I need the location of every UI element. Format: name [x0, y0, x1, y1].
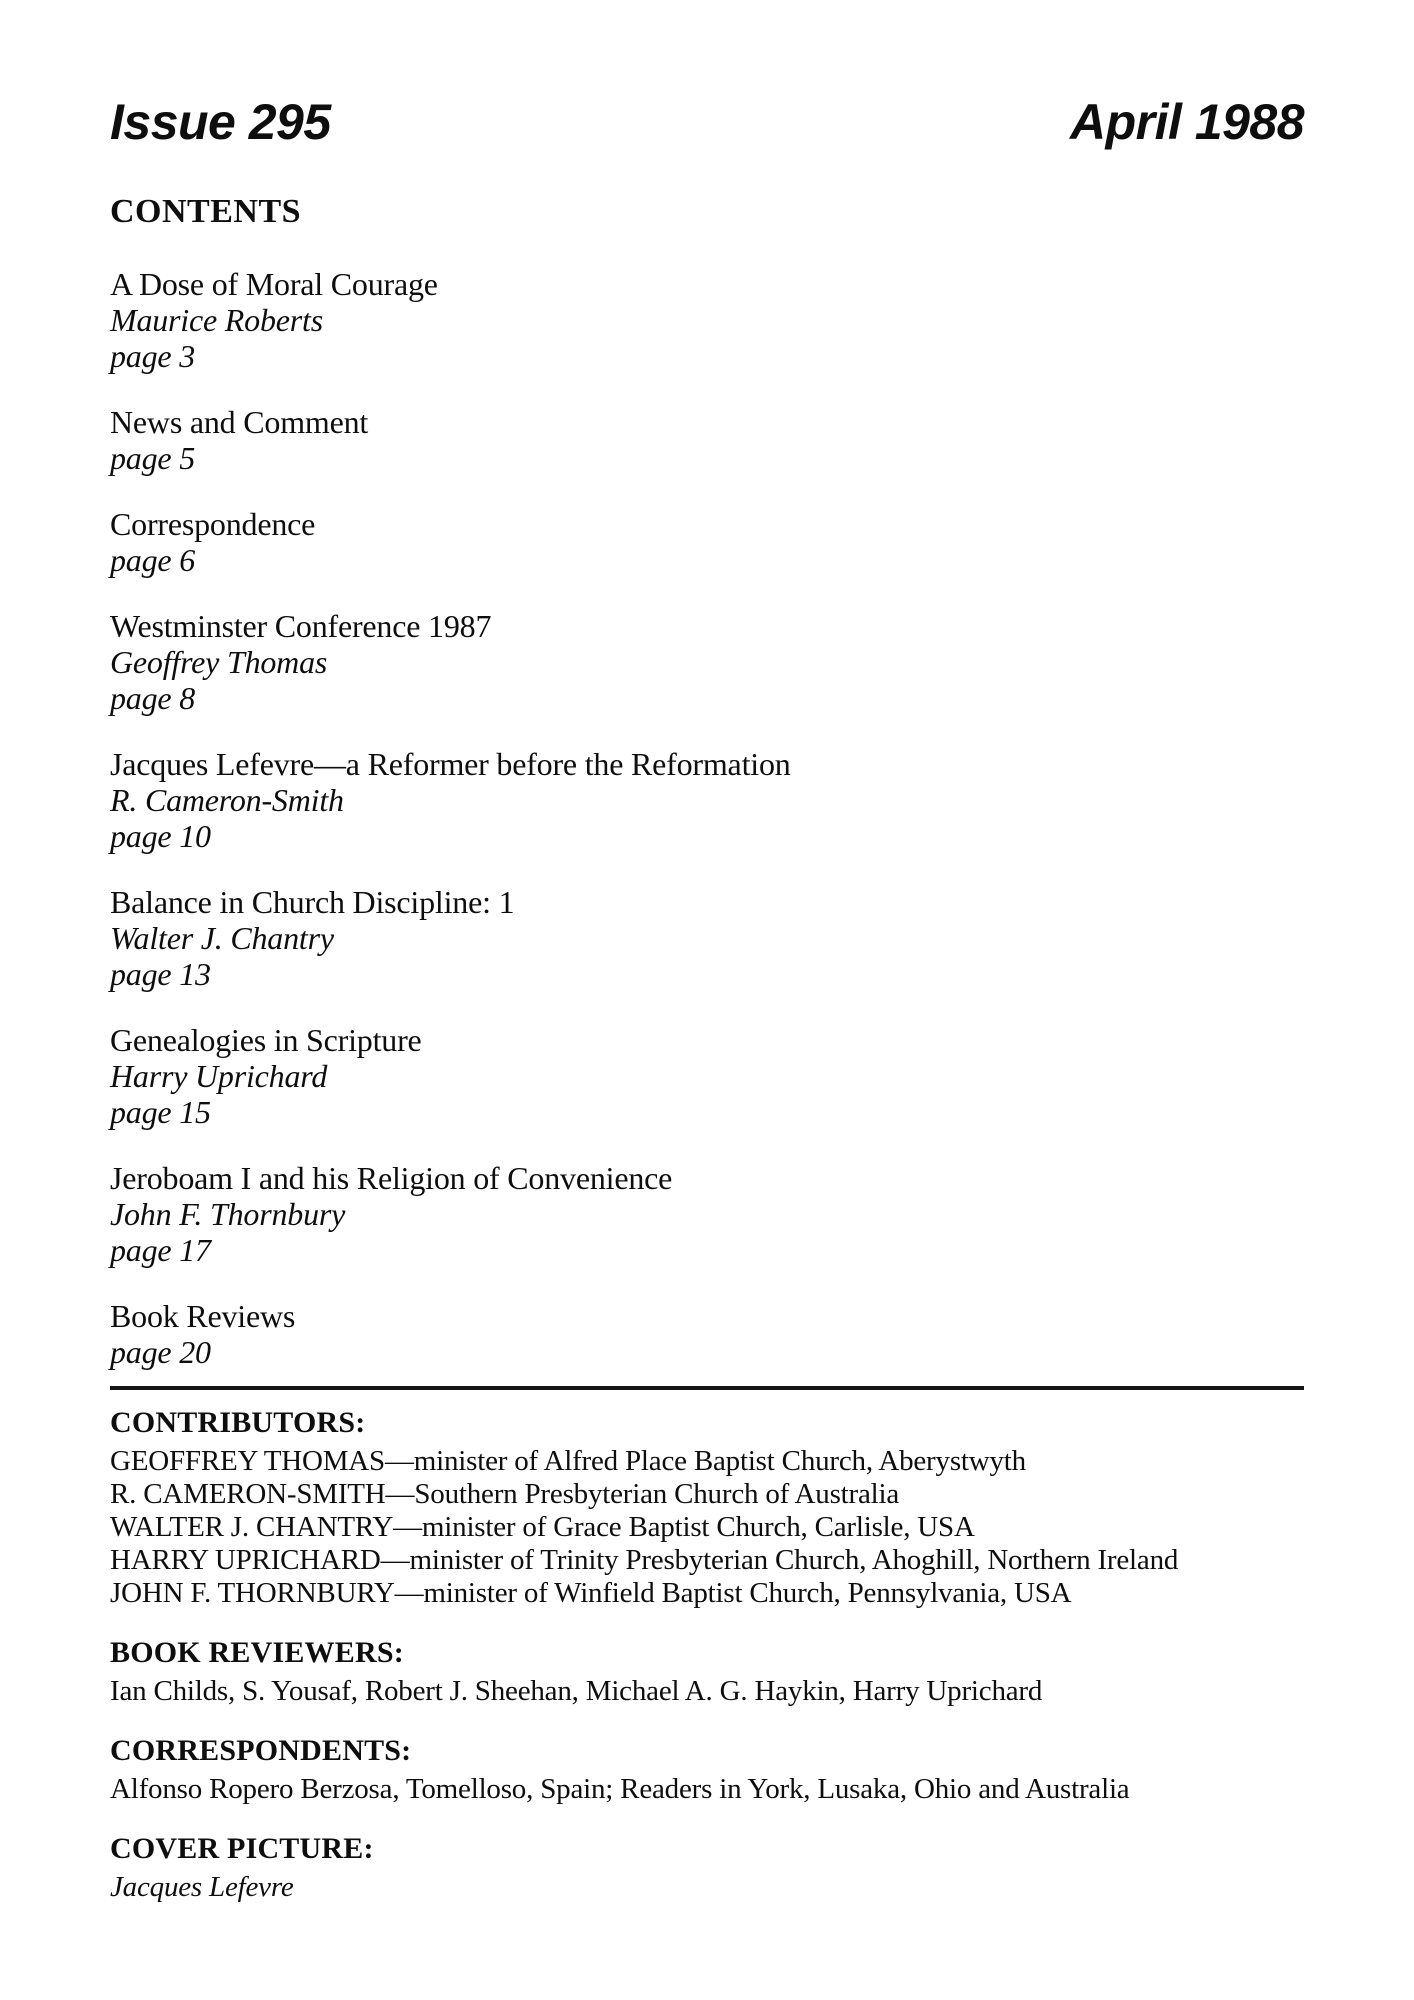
- masthead: [110, 96, 1304, 148]
- book-reviewers-heading: BOOK REVIEWERS:: [110, 1636, 404, 1669]
- contributor-line: GEOFFREY THOMAS—minister of Alfred Place Baptist Church, Aberystwyth: [110, 1445, 1026, 1477]
- cover-picture-heading: COVER PICTURE:: [110, 1832, 374, 1865]
- toc-item-page: page 13: [110, 956, 211, 992]
- contributors-section: [110, 1406, 1304, 1610]
- toc-item-page: page 3: [110, 338, 196, 374]
- toc-item-title: Book Reviews: [110, 1298, 296, 1334]
- contributors-lines: [110, 1445, 1304, 1610]
- toc-item-page: page 10: [110, 818, 211, 854]
- toc-item-title: Jacques Lefevre—a Reformer before the Reformation: [110, 746, 791, 782]
- toc-item: [110, 404, 1304, 476]
- cover-picture-lines: [110, 1871, 1304, 1904]
- correspondents-section: [110, 1734, 1304, 1806]
- book-reviewers-section: [110, 1636, 1304, 1708]
- contributor-line: WALTER J. CHANTRY—minister of Grace Baptist Church, Carlisle, USA: [110, 1511, 975, 1543]
- toc-item-title: Westminster Conference 1987: [110, 608, 492, 644]
- divider-rule: [110, 1386, 1304, 1390]
- toc-item-page: page 20: [110, 1334, 211, 1370]
- toc-item: [110, 746, 1304, 854]
- toc-item: [110, 1160, 1304, 1268]
- toc-item: [110, 1298, 1304, 1370]
- toc-item: [110, 608, 1304, 716]
- toc-item: [110, 884, 1304, 992]
- issue-number: Issue 295: [110, 94, 331, 150]
- toc-item-author: R. Cameron-Smith: [110, 782, 344, 818]
- toc-item: [110, 266, 1304, 374]
- contributor-line: HARRY UPRICHARD—minister of Trinity Presbyterian Church, Ahoghill, Northern Ireland: [110, 1544, 1179, 1576]
- toc-item-page: page 5: [110, 440, 196, 476]
- toc-item-page: page 15: [110, 1094, 211, 1130]
- correspondents-heading: CORRESPONDENTS:: [110, 1734, 412, 1767]
- contents-heading: CONTENTS: [110, 193, 302, 230]
- issue-date: April 1988: [1069, 94, 1304, 150]
- correspondents-lines: [110, 1773, 1304, 1806]
- toc-item-page: page 17: [110, 1232, 211, 1268]
- toc-item-title: News and Comment: [110, 404, 369, 440]
- cover-picture-section: [110, 1832, 1304, 1904]
- contributor-line: R. CAMERON-SMITH—Southern Presbyterian Church of Australia: [110, 1478, 900, 1510]
- toc-item-title: A Dose of Moral Courage: [110, 266, 438, 302]
- toc-item: [110, 1022, 1304, 1130]
- toc-item-page: page 8: [110, 680, 196, 716]
- toc-item-title: Genealogies in Scripture: [110, 1022, 422, 1058]
- toc-item-title: Balance in Church Discipline: 1: [110, 884, 515, 920]
- toc-item: [110, 506, 1304, 578]
- toc-item-page: page 6: [110, 542, 196, 578]
- book-reviewer-line: Ian Childs, S. Yousaf, Robert J. Sheehan, Michael A. G. Haykin, Harry Uprichard: [110, 1675, 1043, 1707]
- book-reviewers-lines: [110, 1675, 1304, 1708]
- toc-item-author: John F. Thornbury: [110, 1196, 346, 1232]
- cover-picture-line: Jacques Lefevre: [110, 1871, 294, 1903]
- correspondent-line: Alfonso Ropero Berzosa, Tomelloso, Spain; Readers in York, Lusaka, Ohio and Australia: [110, 1773, 1130, 1805]
- toc-item-title: Correspondence: [110, 506, 316, 542]
- contents-list: [110, 266, 1304, 1370]
- toc-item-author: Geoffrey Thomas: [110, 644, 328, 680]
- contributor-line: JOHN F. THORNBURY—minister of Winfield Baptist Church, Pennsylvania, USA: [110, 1577, 1072, 1609]
- toc-item-title: Jeroboam I and his Religion of Convenience: [110, 1160, 673, 1196]
- toc-item-author: Maurice Roberts: [110, 302, 323, 338]
- contributors-heading: CONTRIBUTORS:: [110, 1406, 366, 1439]
- toc-item-author: Harry Uprichard: [110, 1058, 328, 1094]
- toc-item-author: Walter J. Chantry: [110, 920, 334, 956]
